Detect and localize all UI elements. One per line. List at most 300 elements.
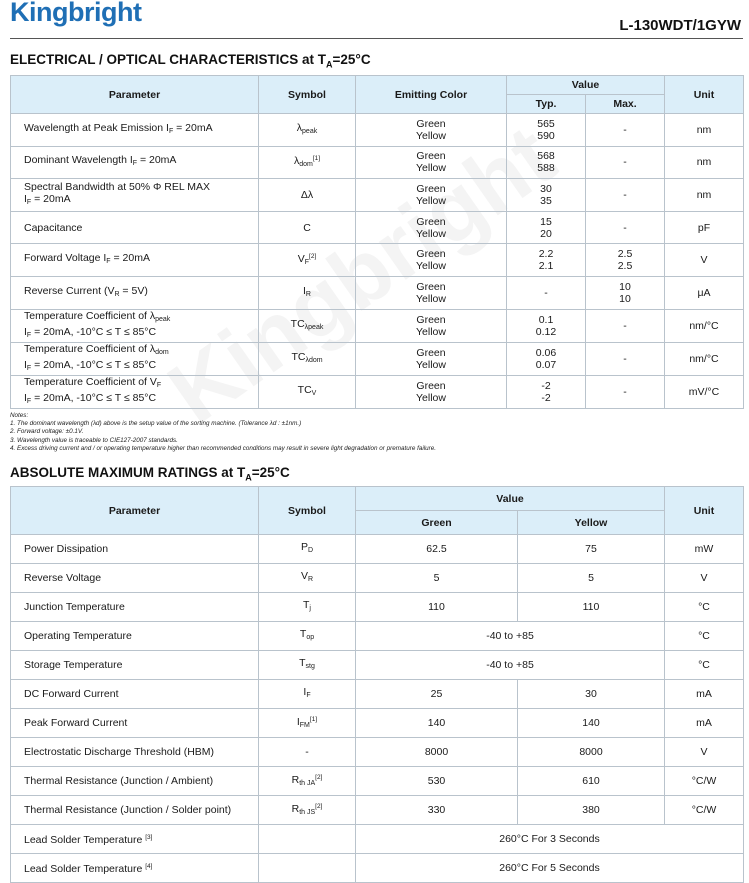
col-header-value: Value [356,487,665,511]
parameter-text: Lead Solder Temperature [24,834,146,846]
col-header-green: Green [356,511,518,535]
parameter-cell [11,767,259,796]
symbol-text: TC [297,383,312,396]
max-cell [586,114,665,147]
max-cell [586,276,665,309]
part-number: L-130WDT/1GYW [619,17,741,34]
symbol-superscript: [1] [309,716,318,723]
typ-value: 35 [540,194,552,207]
max-value: 10 [619,292,631,305]
parameter-subscript: peak [155,315,171,323]
green-value-cell: 25 [356,680,518,709]
table-row [11,535,744,564]
symbol-text: P [300,541,308,553]
symbol-cell [259,342,356,375]
symbol-text: I [296,716,300,728]
symbol-cell [259,738,356,767]
page-header [0,0,749,44]
col-header-typ: Typ. [507,95,586,114]
symbol-text: T [303,599,310,611]
parameter-text: Electrostatic Discharge Threshold (HBM) [24,746,215,758]
table-row [11,825,744,854]
symbol-text: R [291,803,300,815]
table-row [11,709,744,738]
notes-title: Notes: [10,412,29,419]
color-green: Green [416,117,446,130]
typ-value: -2 [541,379,551,392]
parameter-subscript: F [26,364,32,372]
typ-cell [507,244,586,277]
typ-value: 20 [540,227,552,240]
emitting-color-cell [356,211,507,244]
symbol-subscript: j [309,605,311,612]
parameter-text: = 20mA, -10°C ≤ T ≤ 85°C [31,325,157,338]
typ-value: 0.06 [535,346,557,359]
parameter-text: I [24,192,27,205]
table-row [11,796,744,825]
typ-value: 0.07 [535,358,557,371]
parameter-text: = 20mA [110,252,150,265]
yellow-value-cell: 5 [518,564,665,593]
max-cell [586,244,665,277]
symbol-text: λ [296,121,303,134]
table-row [11,854,744,883]
parameter-cell [11,244,259,277]
max-value: - [623,319,627,332]
parameter-text: = 20mA [31,192,71,205]
color-yellow: Yellow [416,227,446,240]
green-value-cell: 5 [356,564,518,593]
parameter-cell [11,535,259,564]
parameter-cell [11,211,259,244]
color-green: Green [416,248,446,261]
max-cell [586,211,665,244]
symbol-subscript: R [307,576,314,583]
symbol-text: λ [293,155,300,168]
parameter-line [24,310,258,326]
symbol-cell [259,622,356,651]
typ-cell [507,179,586,212]
parameter-cell [11,593,259,622]
symbol-subscript: F [304,259,310,267]
symbol-cell [259,593,356,622]
parameter-subscript: R [114,290,120,298]
green-value-cell: 530 [356,767,518,796]
parameter-subscript: F [156,381,162,389]
parameter-cell [11,146,259,179]
parameter-line [24,222,258,234]
symbol-subscript: stg [305,663,315,670]
green-value-cell: 110 [356,593,518,622]
col-header-symbol: Symbol [259,487,356,535]
table-row [11,244,744,277]
table-row [11,738,744,767]
symbol-cell [259,146,356,179]
kingbright-logo: Kingbright [10,0,142,27]
emitting-color-cell [356,276,507,309]
parameter-cell [11,276,259,309]
emitting-color-cell [356,342,507,375]
symbol-cell [259,244,356,277]
typ-value: 15 [540,215,552,228]
color-green: Green [416,150,446,163]
typ-value: 565 [537,117,555,130]
parameter-text: DC Forward Current [24,688,119,700]
parameter-cell [11,854,259,883]
yellow-value-cell: 110 [518,593,665,622]
symbol-cell [259,114,356,147]
col-header-unit: Unit [665,76,744,114]
parameter-cell [11,375,259,408]
parameter-text: I [24,391,27,404]
note-2: 2. Forward voltage: ±0.1V. [10,428,84,436]
color-green: Green [416,182,446,195]
yellow-value-cell: 380 [518,796,665,825]
symbol-text: TC [291,350,306,363]
symbol-text: C [303,221,311,234]
col-header-unit: Unit [665,487,744,535]
table-row [11,146,744,179]
symbol-subscript: FM [299,722,310,729]
header-divider [10,38,743,39]
unit-cell: mV/°C [665,375,744,408]
symbol-text: V [297,253,305,266]
color-yellow: Yellow [416,358,446,371]
table-row [11,680,744,709]
typ-cell [507,375,586,408]
parameter-text: Thermal Resistance (Junction / Solder point) [24,804,232,816]
parameter-cell [11,179,259,212]
parameter-text: Thermal Resistance (Junction / Ambient) [24,775,214,787]
symbol-cell [259,375,356,408]
parameter-text: I [24,325,27,338]
green-value-cell: 8000 [356,738,518,767]
parameter-text: Wavelength at Peak Emission I [24,121,169,134]
parameter-text: = 20mA [173,121,213,134]
unit-cell: mA [665,680,744,709]
yellow-value-cell: 30 [518,680,665,709]
parameter-text: I [24,358,27,371]
col-header-value: Value [507,76,665,95]
unit-cell: V [665,244,744,277]
symbol-subscript: V [311,389,317,397]
emitting-color-cell [356,309,507,342]
symbol-subscript: th JA [299,780,316,787]
max-value: 2.5 [617,248,633,261]
parameter-cell [11,709,259,738]
unit-cell: nm/°C [665,309,744,342]
unit-cell: °C [665,622,744,651]
symbol-text: T [299,657,306,669]
parameter-subscript: F [132,160,138,168]
parameter-cell [11,564,259,593]
parameter-line [24,193,258,209]
symbol-text: R [291,774,300,786]
table-row [11,114,744,147]
unit-cell: μA [665,276,744,309]
parameter-superscript: [4] [145,863,153,870]
parameter-text: = 20mA, -10°C ≤ T ≤ 85°C [31,358,157,371]
typ-value: 2.1 [538,260,554,273]
symbol-text: V [300,570,308,582]
parameter-subscript: F [106,258,111,266]
parameter-subscript: F [26,331,32,339]
parameter-text: Dominant Wavelength I [24,154,133,167]
parameter-line [24,122,258,138]
symbol-cell [259,564,356,593]
symbol-subscript: dom [299,161,313,169]
color-green: Green [416,280,446,293]
parameter-text: Capacitance [24,221,83,234]
table-row [11,211,744,244]
max-value: 2.5 [617,260,633,273]
symbol-cell [259,796,356,825]
absolute-section-title: ABSOLUTE MAXIMUM RATINGS at $T_A=25^\circ C$ [10,465,290,483]
table-row [11,622,744,651]
notes-block [10,412,436,453]
parameter-cell [11,738,259,767]
color-yellow: Yellow [416,391,446,404]
parameter-cell [11,342,259,375]
color-yellow: Yellow [416,162,446,175]
parameter-text: Forward Voltage I [24,252,107,265]
parameter-cell [11,309,259,342]
unit-cell: nm [665,179,744,212]
typ-value: - [544,286,548,299]
parameter-cell [11,680,259,709]
unit-cell: pF [665,211,744,244]
green-value-cell: 330 [356,796,518,825]
color-green: Green [416,379,446,392]
max-value: - [623,123,627,136]
parameter-subscript: F [26,198,32,206]
parameter-subscript: F [26,397,32,405]
parameter-line [24,392,258,408]
parameter-line [24,343,258,359]
symbol-text: - [305,746,309,758]
typ-value: 2.2 [538,248,554,261]
col-header-parameter: Parameter [11,487,259,535]
symbol-subscript: λdom [305,356,323,364]
unit-cell: V [665,564,744,593]
symbol-cell [259,535,356,564]
typ-value: -2 [541,391,551,404]
parameter-line [24,326,258,342]
max-value: - [623,352,627,365]
typ-cell [507,146,586,179]
symbol-cell [259,651,356,680]
parameter-line [24,252,258,268]
symbol-superscript: [2] [315,803,323,810]
symbol-superscript: [2] [315,774,323,781]
typ-cell [507,276,586,309]
shared-value-cell: -40 to +85 [356,622,665,651]
lead-solder-value: 260°C For 3 Seconds [356,825,744,854]
typ-value: 590 [537,129,555,142]
symbol-superscript: [2] [309,253,317,261]
parameter-text: Temperature Coefficient of λ [24,309,156,322]
typ-value: 588 [537,162,555,175]
symbol-cell [259,309,356,342]
parameter-superscript: [3] [145,834,153,841]
table-row [11,651,744,680]
parameter-line [24,285,258,301]
table-row [11,309,744,342]
max-cell [586,375,665,408]
unit-cell: mW [665,535,744,564]
parameter-subscript: F [168,127,174,135]
unit-cell: V [665,738,744,767]
typ-cell [507,114,586,147]
table-row [11,593,744,622]
color-green: Green [416,346,446,359]
parameter-text: Operating Temperature [24,630,132,642]
symbol-text: Δλ [300,188,314,201]
emitting-color-cell [356,244,507,277]
parameter-line [24,376,258,392]
max-value: 10 [619,280,631,293]
unit-cell: °C [665,593,744,622]
symbol-cell [259,854,356,883]
table-row [11,375,744,408]
color-green: Green [416,313,446,326]
yellow-value-cell: 610 [518,767,665,796]
max-cell [586,309,665,342]
max-cell [586,146,665,179]
green-value-cell: 62.5 [356,535,518,564]
emitting-color-cell [356,114,507,147]
table-row [11,179,744,212]
parameter-line [24,359,258,375]
symbol-subscript: R [305,290,311,298]
symbol-subscript: D [307,547,314,554]
parameter-text: Spectral Bandwidth at 50% Φ REL MAX [24,180,210,193]
symbol-superscript: [1] [312,155,321,163]
unit-cell: °C/W [665,796,744,825]
unit-cell: °C [665,651,744,680]
parameter-cell [11,622,259,651]
parameter-text: Reverse Current (V [24,284,115,297]
parameter-text: Storage Temperature [24,659,123,671]
table-row [11,276,744,309]
symbol-cell [259,825,356,854]
emitting-color-cell [356,146,507,179]
table-row [11,767,744,796]
typ-cell [507,211,586,244]
max-cell [586,342,665,375]
col-header-emitting-color: Emitting Color [356,76,507,114]
col-header-yellow: Yellow [518,511,665,535]
parameter-subscript: dom [155,348,169,356]
symbol-subscript: th JS [299,809,316,816]
parameter-cell [11,114,259,147]
color-yellow: Yellow [416,129,446,142]
color-green: Green [416,215,446,228]
table-row [11,342,744,375]
max-value: - [623,188,627,201]
electrical-optical-table [10,75,744,409]
unit-cell: nm/°C [665,342,744,375]
parameter-cell [11,796,259,825]
lead-solder-value: 260°C For 5 Seconds [356,854,744,883]
symbol-subscript: peak [302,127,318,135]
emitting-color-cell [356,375,507,408]
col-header-max: Max. [586,95,665,114]
color-yellow: Yellow [416,194,446,207]
note-4: 4. Excess driving current and / or operating temperature higher than recommended conditions may result in severe light degradation or premature failure. [10,444,436,452]
col-header-symbol: Symbol [259,76,356,114]
parameter-text: = 5V) [119,284,148,297]
electrical-section-title: ELECTRICAL / OPTICAL CHARACTERISTICS at $T_A=25^\circ C$ [10,52,371,70]
symbol-cell [259,211,356,244]
symbol-subscript: F [306,692,311,699]
symbol-cell [259,179,356,212]
max-value: - [623,385,627,398]
symbol-subscript: λpeak [304,323,324,331]
symbol-subscript: op [306,634,315,641]
parameter-text: Lead Solder Temperature [24,863,146,875]
symbol-cell [259,276,356,309]
parameter-text: Power Dissipation [24,543,109,555]
typ-value: 0.12 [535,325,557,338]
emitting-color-cell [356,179,507,212]
note-3: 3. Wavelength value is traceable to CIE127-2007 standards. [10,436,178,444]
typ-value: 0.1 [538,313,554,326]
unit-cell: mA [665,709,744,738]
table-row [11,564,744,593]
parameter-text: Reverse Voltage [24,572,102,584]
green-value-cell: 140 [356,709,518,738]
unit-cell: nm [665,146,744,179]
parameter-text: = 20mA, -10°C ≤ T ≤ 85°C [31,391,157,404]
symbol-text: I [303,686,307,698]
parameter-line [24,154,258,170]
parameter-cell [11,651,259,680]
note-1: 1. The dominant wavelength (λd) above is the setup value of the sorting machine. (Tolerance λd : ±1nm.) [10,420,302,428]
parameter-text: = 20mA [137,154,177,167]
typ-cell [507,309,586,342]
symbol-cell [259,709,356,738]
col-header-parameter: Parameter [11,76,259,114]
yellow-value-cell: 75 [518,535,665,564]
parameter-text: Temperature Coefficient of λ [24,342,156,355]
yellow-value-cell: 8000 [518,738,665,767]
parameter-text: Peak Forward Current [24,717,128,729]
typ-value: 30 [540,182,552,195]
symbol-cell [259,680,356,709]
parameter-text: Junction Temperature [24,601,125,613]
typ-value: 568 [537,150,555,163]
color-yellow: Yellow [416,325,446,338]
max-cell [586,179,665,212]
color-yellow: Yellow [416,260,446,273]
max-value: - [623,156,627,169]
symbol-text: I [303,284,306,297]
shared-value-cell: -40 to +85 [356,651,665,680]
parameter-cell [11,825,259,854]
color-yellow: Yellow [416,292,446,305]
symbol-text: T [299,628,307,640]
yellow-value-cell: 140 [518,709,665,738]
absolute-max-table [10,486,744,883]
max-value: - [623,221,627,234]
parameter-text: Temperature Coefficient of V [24,375,157,388]
typ-cell [507,342,586,375]
symbol-text: TC [290,317,305,330]
parameter-line [24,181,258,193]
unit-cell: °C/W [665,767,744,796]
unit-cell: nm [665,114,744,147]
